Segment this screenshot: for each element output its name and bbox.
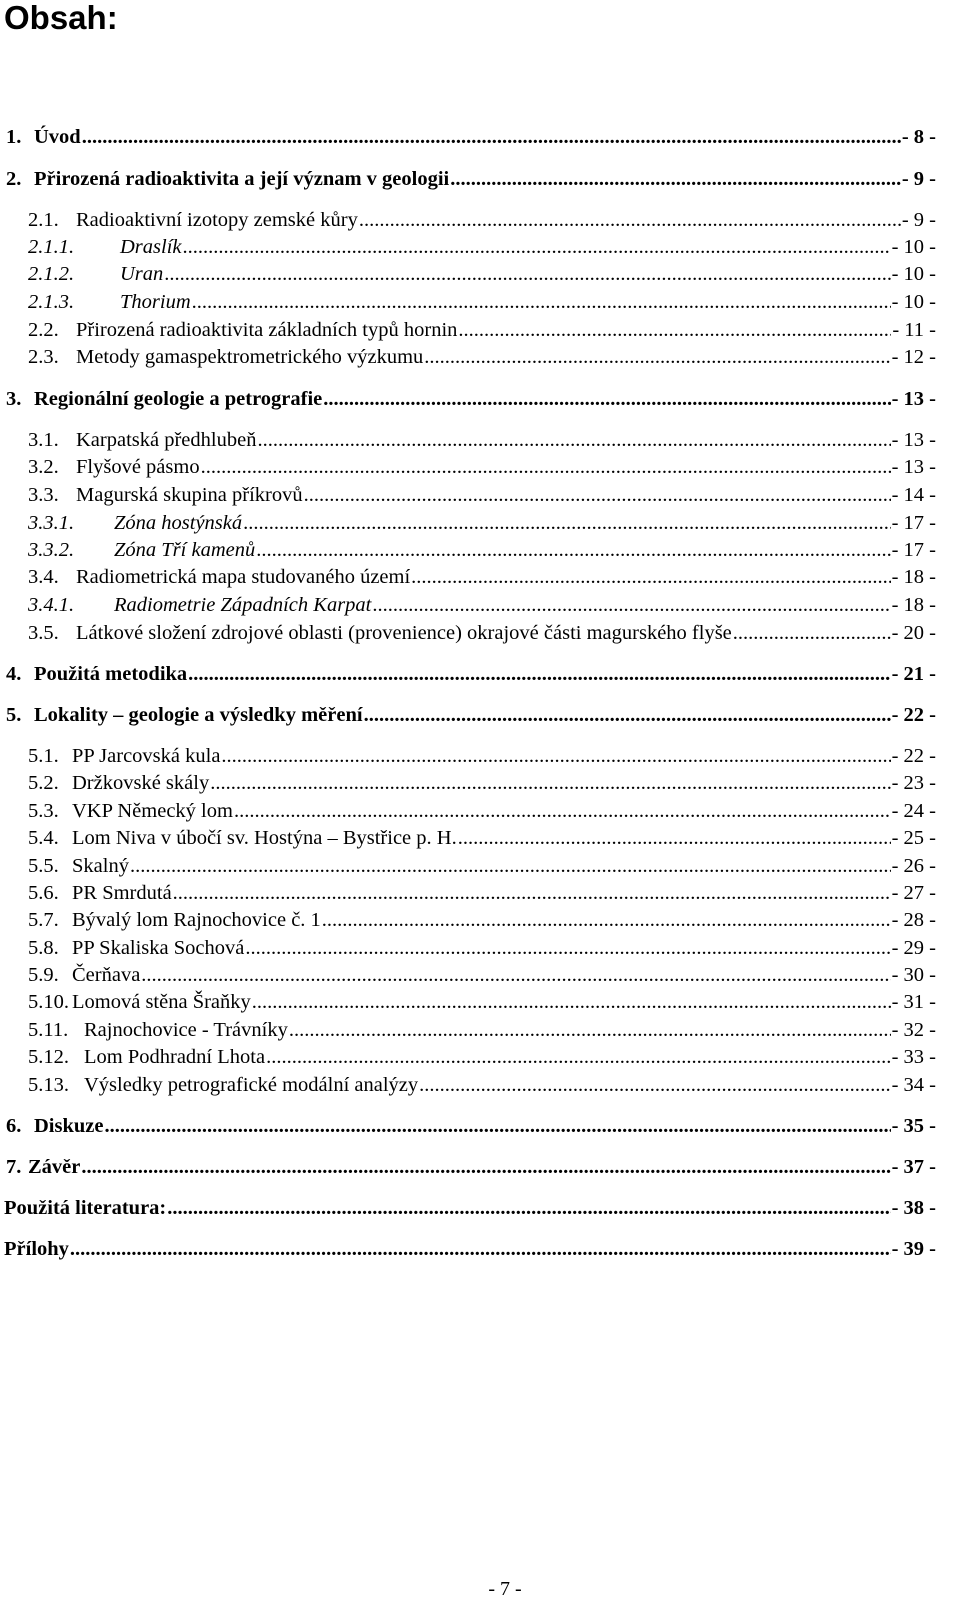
toc-entry-number: 5.12.: [28, 1046, 69, 1068]
toc-entry-page: - 27 -: [891, 882, 936, 904]
toc-entry-number: 2.1.1.: [28, 236, 75, 258]
toc-entry[interactable]: [0, 454, 936, 480]
page-number: - 7 -: [488, 1578, 522, 1600]
toc-leader-dots: [234, 798, 891, 824]
toc-leader-dots: [450, 166, 901, 192]
toc-leader-dots: [289, 1017, 891, 1043]
toc-entry-title: Přílohy: [4, 1238, 69, 1260]
toc-entry-page: - 21 -: [891, 663, 936, 685]
toc-entry-title: Úvod: [34, 126, 81, 148]
toc-entry-title: Karpatská předhlubeň: [76, 429, 257, 451]
toc-leader-dots: [81, 1154, 890, 1180]
toc-entry-page: - 35 -: [891, 1115, 936, 1137]
toc-entry-title: Přirozená radioaktivita základních typů hornin: [76, 319, 458, 341]
toc-entry-page: - 12 -: [891, 346, 936, 368]
toc-entry-page: - 39 -: [891, 1238, 936, 1260]
toc-entry-page: - 13 -: [891, 456, 936, 478]
toc-entry-title: Přirozená radioaktivita a její význam v geologii: [34, 168, 450, 190]
toc-leader-dots: [164, 261, 890, 287]
toc-entry-page: - 13 -: [891, 429, 936, 451]
toc-entry-title: Použitá metodika: [34, 663, 188, 685]
toc-entry-page: - 8 -: [901, 126, 936, 148]
toc-entry-title: Regionální geologie a petrografie: [34, 388, 323, 410]
toc-entry-page: - 14 -: [891, 484, 936, 506]
toc-entry-number: 5.10.: [28, 991, 69, 1013]
toc-entry-number: 3.5.: [28, 622, 59, 644]
toc-entry[interactable]: [0, 344, 936, 370]
toc-entry[interactable]: [0, 661, 936, 687]
toc-entry-number: 5.5.: [28, 855, 59, 877]
toc-entry-page: - 10 -: [891, 236, 936, 258]
toc-entry[interactable]: [0, 1154, 936, 1180]
toc-leader-dots: [266, 1044, 891, 1070]
toc-entry-page: - 26 -: [891, 855, 936, 877]
toc-entry[interactable]: [0, 825, 936, 851]
toc-entry-title: Lomová stěna Šraňky: [72, 991, 251, 1013]
toc-entry[interactable]: [0, 907, 936, 933]
toc-entry-number: 5.2.: [28, 772, 59, 794]
toc-entry-title: Lom Niva v úbočí sv. Hostýna – Bystřice p. H.: [72, 827, 457, 849]
toc-entry-title: Výsledky petrografické modální analýzy: [84, 1074, 419, 1096]
toc-entry-number: 2.1.: [28, 209, 59, 231]
toc-entry-page: - 9 -: [901, 209, 936, 231]
page-title: Obsah:: [4, 0, 118, 36]
toc-leader-dots: [192, 289, 891, 315]
toc-entry-page: - 13 -: [891, 388, 936, 410]
toc-entry-number: 1.: [6, 126, 22, 148]
toc-leader-dots: [243, 510, 890, 536]
toc-leader-dots: [141, 962, 890, 988]
toc-entry-title: Čerňava: [72, 964, 141, 986]
toc-entry-number: 5.13.: [28, 1074, 69, 1096]
toc-entry-title: PP Jarcovská kula: [72, 745, 221, 767]
toc-entry-number: 5.6.: [28, 882, 59, 904]
toc-leader-dots: [322, 907, 891, 933]
toc-entry[interactable]: [0, 537, 936, 563]
toc-entry-title: Skalný: [72, 855, 129, 877]
toc-entry-page: - 24 -: [891, 800, 936, 822]
toc-entry[interactable]: [0, 702, 936, 728]
toc-leader-dots: [173, 880, 891, 906]
toc-entry[interactable]: [0, 592, 936, 618]
toc-entry-page: - 17 -: [891, 512, 936, 534]
toc-leader-dots: [323, 386, 890, 412]
toc-leader-dots: [82, 124, 901, 150]
toc-leader-dots: [252, 989, 891, 1015]
toc-entry[interactable]: [0, 510, 936, 536]
toc-entry-number: 3.3.2.: [28, 539, 75, 561]
toc-entry-number: 2.3.: [28, 346, 59, 368]
toc-entry-title: PP Skaliska Sochová: [72, 937, 245, 959]
toc-entry[interactable]: [0, 1044, 936, 1070]
toc-entry-number: 5.7.: [28, 909, 59, 931]
toc-entry[interactable]: [0, 989, 936, 1015]
toc-entry-number: 2.1.2.: [28, 263, 75, 285]
toc-entry-page: - 20 -: [891, 622, 936, 644]
toc-leader-dots: [364, 702, 891, 728]
toc-entry-number: 7.: [6, 1156, 22, 1178]
toc-entry[interactable]: [0, 962, 936, 988]
toc-entry-number: 3.4.: [28, 566, 59, 588]
toc-entry-page: - 37 -: [891, 1156, 936, 1178]
toc-entry[interactable]: [0, 261, 936, 287]
toc-leader-dots: [411, 564, 890, 590]
toc-entry-page: - 10 -: [891, 291, 936, 313]
toc-entry[interactable]: [0, 234, 936, 260]
toc-entry-number: 5.9.: [28, 964, 59, 986]
toc-entry-page: - 23 -: [891, 772, 936, 794]
toc-entry-number: 3.3.1.: [28, 512, 75, 534]
toc-entry-title: Zóna Tří kamenů: [114, 539, 256, 561]
toc-entry[interactable]: [0, 1017, 936, 1043]
toc-entry[interactable]: [0, 935, 936, 961]
toc-entry-page: - 18 -: [891, 594, 936, 616]
toc-entry-page: - 28 -: [891, 909, 936, 931]
toc-entry[interactable]: [0, 770, 936, 796]
toc-entry-page: - 10 -: [891, 263, 936, 285]
toc-entry[interactable]: [0, 207, 936, 233]
toc-leader-dots: [458, 317, 891, 343]
toc-entry[interactable]: [0, 798, 936, 824]
toc-entry[interactable]: [0, 620, 936, 646]
toc-entry-number: 5.1.: [28, 745, 59, 767]
toc-entry[interactable]: [0, 743, 936, 769]
toc-entry[interactable]: [0, 1195, 936, 1221]
toc-entry-number: 5.11.: [28, 1019, 69, 1041]
toc-entry-title: Flyšové pásmo: [76, 456, 200, 478]
toc-leader-dots: [733, 620, 891, 646]
toc-entry-page: - 17 -: [891, 539, 936, 561]
toc-entry-number: 5.8.: [28, 937, 59, 959]
toc-entry[interactable]: [0, 386, 936, 412]
toc-entry-title: Látkové složení zdrojové oblasti (provenience) okrajové části magurského flyše: [76, 622, 732, 644]
toc-entry-title: Thorium: [120, 291, 191, 313]
toc-entry[interactable]: [0, 124, 936, 150]
toc-leader-dots: [210, 770, 890, 796]
toc-leader-dots: [167, 1195, 890, 1221]
toc-entry-title: Magurská skupina příkrovů: [76, 484, 303, 506]
toc-leader-dots: [304, 482, 891, 508]
toc-entry-page: - 32 -: [891, 1019, 936, 1041]
toc-entry[interactable]: [0, 564, 936, 590]
toc-entry[interactable]: [0, 1236, 936, 1262]
toc-entry-page: - 18 -: [891, 566, 936, 588]
toc-entry-page: - 31 -: [891, 991, 936, 1013]
toc-entry-title: Závěr: [28, 1156, 81, 1178]
toc-entry[interactable]: [0, 317, 936, 343]
toc-leader-dots: [359, 207, 901, 233]
toc-entry-number: 3.: [6, 388, 22, 410]
toc-entry-page: - 22 -: [891, 745, 936, 767]
toc-entry-title: Lom Podhradní Lhota: [84, 1046, 266, 1068]
toc-leader-dots: [245, 935, 890, 961]
toc-entry-title: Radiometrie Západních Karpat: [114, 594, 372, 616]
toc-leader-dots: [130, 853, 891, 879]
toc-entry[interactable]: [0, 853, 936, 879]
toc-entry-page: - 29 -: [891, 937, 936, 959]
toc-entry-title: Diskuze: [34, 1115, 104, 1137]
toc-entry[interactable]: [0, 482, 936, 508]
toc-leader-dots: [419, 1072, 890, 1098]
toc-entry-page: - 22 -: [891, 704, 936, 726]
toc-entry-title: Draslík: [120, 236, 182, 258]
toc-entry-page: - 33 -: [891, 1046, 936, 1068]
toc-leader-dots: [188, 661, 890, 687]
toc-entry[interactable]: [0, 427, 936, 453]
toc-entry-number: 5.4.: [28, 827, 59, 849]
toc-leader-dots: [221, 743, 890, 769]
toc-entry-number: 3.3.: [28, 484, 59, 506]
toc-entry[interactable]: [0, 289, 936, 315]
toc-entry-page: - 25 -: [891, 827, 936, 849]
toc-entry-title: Rajnochovice - Trávníky: [84, 1019, 288, 1041]
toc-entry-page: - 38 -: [891, 1197, 936, 1219]
toc-leader-dots: [201, 454, 891, 480]
toc-entry-title: Uran: [120, 263, 164, 285]
toc-entry-title: Držkovské skály: [72, 772, 210, 794]
toc-leader-dots: [256, 537, 890, 563]
toc-entry-number: 2.1.3.: [28, 291, 75, 313]
toc-entry-number: 3.4.1.: [28, 594, 75, 616]
toc-entry-number: 5.: [6, 704, 22, 726]
toc-entry-number: 2.2.: [28, 319, 59, 341]
toc-leader-dots: [424, 344, 890, 370]
toc-entry-title: Zóna hostýnská: [114, 512, 243, 534]
toc-entry[interactable]: [0, 880, 936, 906]
toc-entry-title: VKP Německý lom: [72, 800, 233, 822]
toc-entry-title: PR Smrdutá: [72, 882, 172, 904]
toc-entry[interactable]: [0, 166, 936, 192]
toc-entry-number: 6.: [6, 1115, 22, 1137]
toc-entry-number: 5.3.: [28, 800, 59, 822]
toc-entry-page: - 34 -: [891, 1074, 936, 1096]
toc-entry-page: - 9 -: [901, 168, 936, 190]
toc-leader-dots: [257, 427, 890, 453]
toc-entry-page: - 11 -: [892, 319, 936, 341]
toc-entry-title: Metody gamaspektrometrického výzkumu: [76, 346, 424, 368]
toc-leader-dots: [458, 825, 891, 851]
toc-entry-title: Použitá literatura:: [4, 1197, 167, 1219]
toc-entry-title: Radiometrická mapa studovaného území: [76, 566, 411, 588]
toc-entry-page: - 30 -: [891, 964, 936, 986]
toc-entry-title: Bývalý lom Rajnochovice č. 1: [72, 909, 321, 931]
toc-entry[interactable]: [0, 1113, 936, 1139]
toc-entry-title: Radioaktivní izotopy zemské kůry: [76, 209, 358, 231]
toc-entry-number: 4.: [6, 663, 22, 685]
toc-entry-number: 3.1.: [28, 429, 59, 451]
toc-leader-dots: [372, 592, 890, 618]
toc-entry-number: 3.2.: [28, 456, 59, 478]
toc-entry-title: Lokality – geologie a výsledky měření: [34, 704, 363, 726]
toc-leader-dots: [70, 1236, 891, 1262]
toc-leader-dots: [104, 1113, 890, 1139]
toc-entry-number: 2.: [6, 168, 22, 190]
toc-leader-dots: [183, 234, 891, 260]
toc-entry[interactable]: [0, 1072, 936, 1098]
